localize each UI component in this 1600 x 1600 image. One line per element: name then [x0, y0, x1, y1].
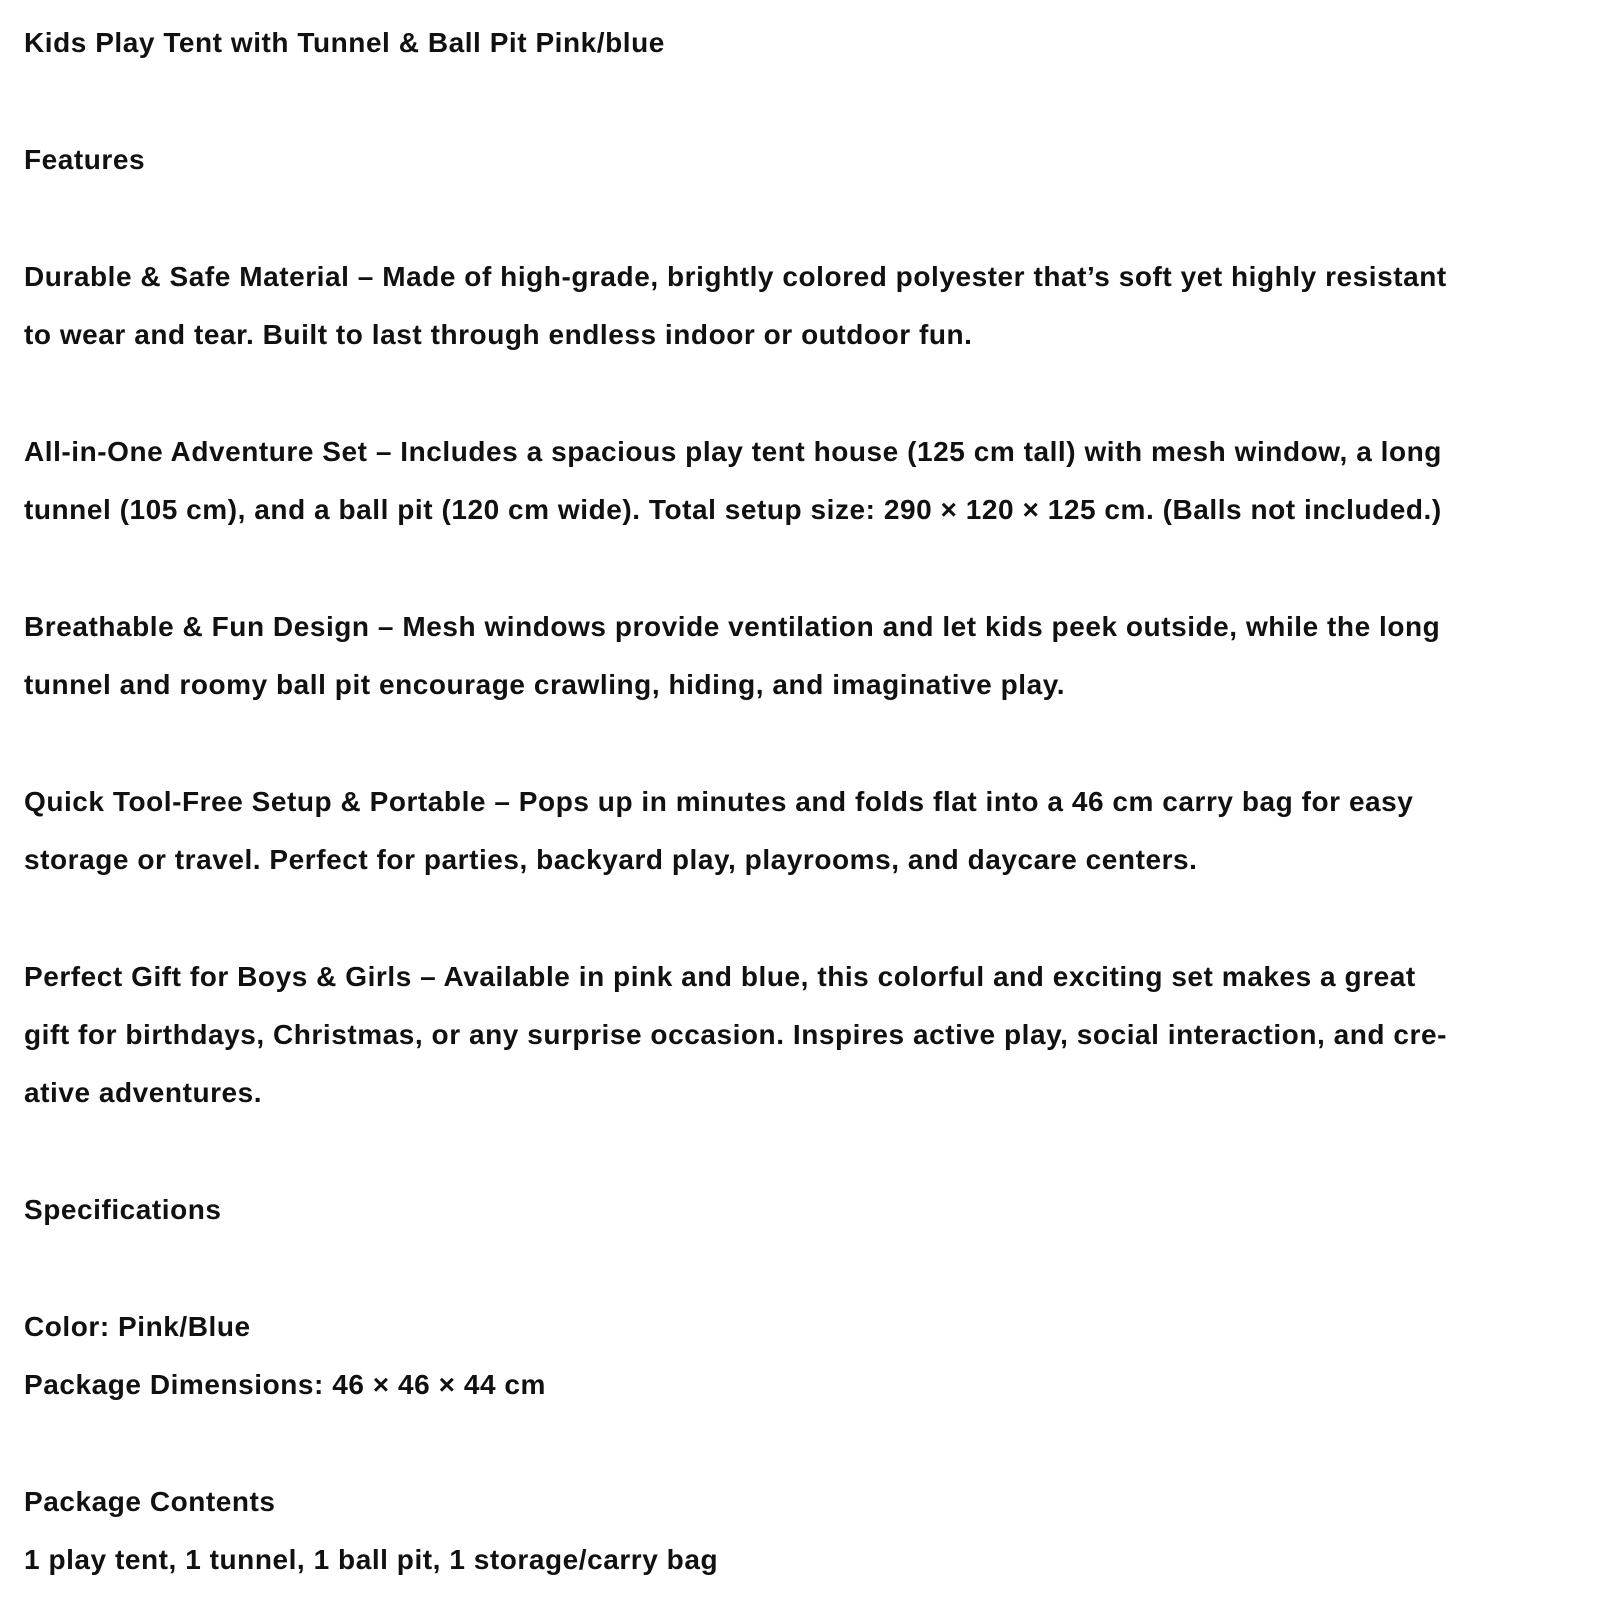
package-contents-text: 1 play tent, 1 tunnel, 1 ball pit, 1 storage/carry bag — [24, 1544, 719, 1575]
package-contents-heading: Package Contents — [24, 1486, 276, 1517]
product-title: Kids Play Tent with Tunnel & Ball Pit Pink/blue — [24, 27, 665, 58]
spec-color: Color: Pink/Blue — [24, 1311, 251, 1342]
features-heading: Features — [24, 144, 146, 175]
feature-line: Quick Tool-Free Setup & Portable – Pops up in minutes and folds flat into a 46 cm carry bag for easy — [24, 786, 1414, 817]
spec-package-dimensions: Package Dimensions: 46 × 46 × 44 cm — [24, 1369, 546, 1400]
feature-line: to wear and tear. Built to last through endless indoor or outdoor fun. — [24, 319, 973, 350]
feature-line: ative adventures. — [24, 1077, 263, 1108]
feature-line: Perfect Gift for Boys & Girls – Available in pink and blue, this colorful and exciting set makes a great — [24, 961, 1416, 992]
feature-line: tunnel (105 cm), and a ball pit (120 cm wide). Total setup size: 290 × 120 × 125 cm. (Balls not included.) — [24, 494, 1442, 525]
feature-line: tunnel and roomy ball pit encourage crawling, hiding, and imaginative play. — [24, 669, 1066, 700]
feature-line: All-in-One Adventure Set – Includes a spacious play tent house (125 cm tall) with mesh window, a long — [24, 436, 1442, 467]
feature-line: storage or travel. Perfect for parties, backyard play, playrooms, and daycare centers. — [24, 844, 1198, 875]
feature-line: Breathable & Fun Design – Mesh windows provide ventilation and let kids peek outside, while the long — [24, 611, 1441, 642]
feature-line: Durable & Safe Material – Made of high-grade, brightly colored polyester that’s soft yet highly resistant — [24, 261, 1447, 292]
specifications-heading: Specifications — [24, 1194, 222, 1225]
feature-line: gift for birthdays, Christmas, or any surprise occasion. Inspires active play, social interaction, and cre- — [24, 1019, 1447, 1050]
